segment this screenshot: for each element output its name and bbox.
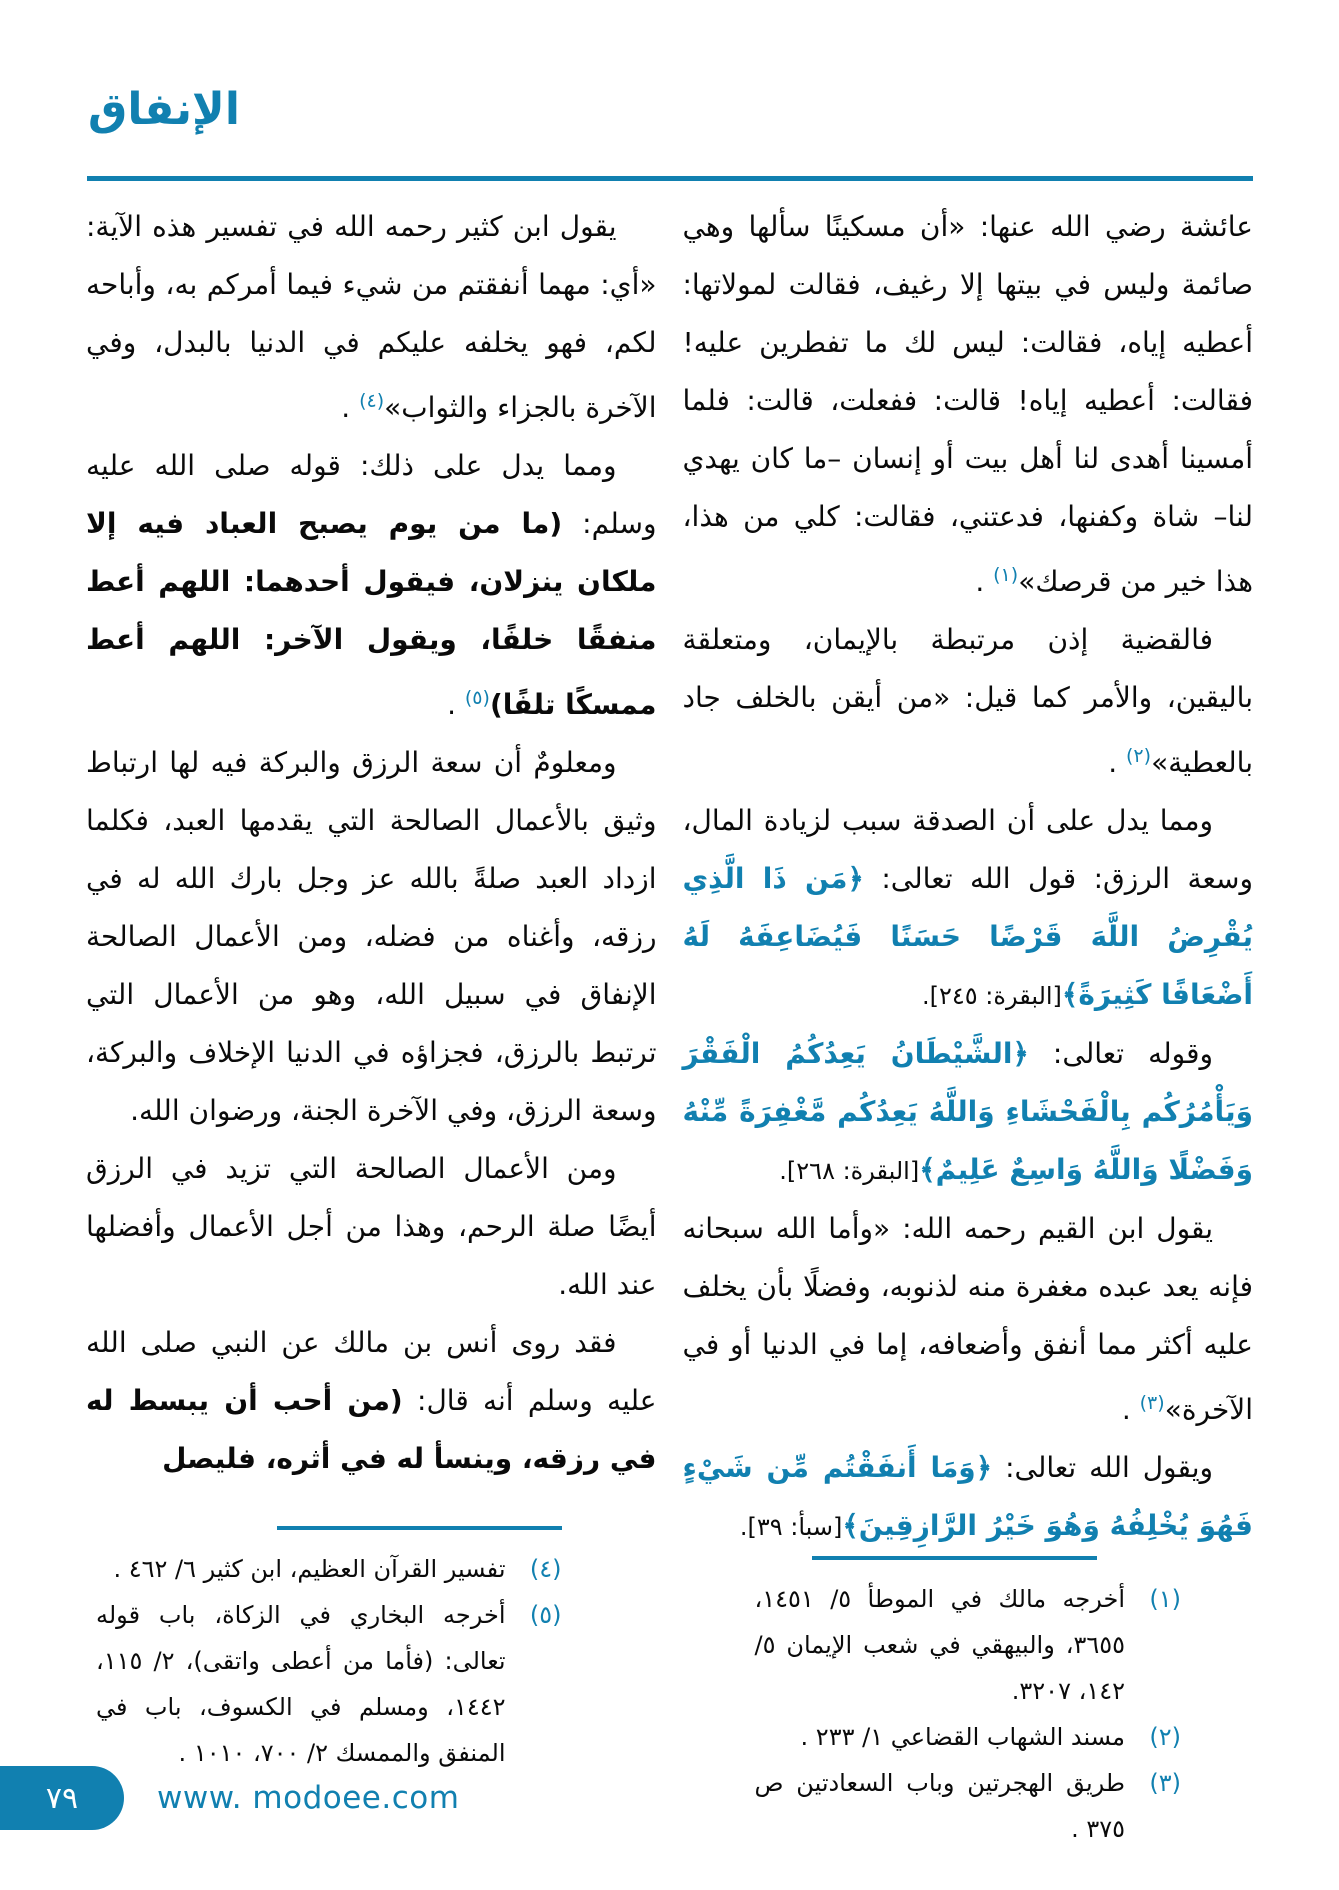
text-run: ومن الأعمال الصالحة التي تزيد في الرزق أيضًا صلة الرحم، وهذا من أجل الأعمال وأفضلها عند الله. (86, 1152, 657, 1301)
footnote (755, 1760, 1182, 1852)
text-run: فقد روى أنس بن مالك عن النبي صلى الله عليه وسلم أنه قال: (86, 1326, 657, 1417)
footnote-text: أخرجه مالك في الموطأ ٥/ ١٤٥١، ٣٦٥٥، والبيهقي في شعب الإيمان ٥/ ١٤٢، ٣٢٠٧. (754, 1585, 1125, 1705)
paragraph (86, 1140, 657, 1314)
hadith-bold-run: (من أحب أن يبسط له في رزقه، وينسأ له في أثره، فليصل (86, 1384, 657, 1475)
text-run: . (1108, 746, 1126, 779)
text-run: عائشة رضي الله عنها: «أن مسكينًا سألها وهي صائمة وليس في بيتها إلا رغيف، فقالت لمولاتها: أعطيه إياه، فقالت: ليس لك ما تفطرين عليه! فقالت: أعطيه إياه! قالت: ففعلت، قالت: فلما أمسينا أهدى لنا أهل بيت أو إنسان –ما كان يهدي لنا– شاة وكفنها، فدعتني، فقالت: كلي من هذا، هذا خير من قرصك» (682, 210, 1253, 598)
footnote-number: (١) (1149, 1585, 1181, 1613)
footnote-number: (٣) (1149, 1769, 1181, 1797)
footnote-list (755, 1576, 1182, 1852)
quran-verse: ﴿الشَّيْطَانُ يَعِدُكُمُ الْفَقْرَ وَيَأْمُرُكُم بِالْفَحْشَاءِ وَاللَّهُ يَعِدُكُم مَّغْفِرَةً مِّنْهُ وَفَضْلًا وَاللَّهُ وَاسِعٌ عَلِيمٌ﴾ (682, 1037, 1253, 1186)
page-number: ٧٩ (45, 1780, 79, 1816)
footnote-text: طريق الهجرتين وباب السعادتين ص ٣٧٥ . (754, 1769, 1125, 1843)
paragraph (683, 611, 1254, 792)
quran-verse: ﴿مَن ذَا الَّذِي يُقْرِضُ اللَّهَ قَرْضًا حَسَنًا فَيُضَاعِفَهُ لَهُ أَضْعَافًا كَثِيرَةً﴾ (682, 862, 1253, 1011)
footnote (96, 1546, 562, 1592)
footnote-text: مسند الشهاب القضاعي ١/ ٢٣٣ . (800, 1723, 1125, 1751)
column-left-body (86, 198, 657, 1488)
text-run: ومما يدل على أن الصدقة سبب لزيادة المال، وسعة الرزق: قول الله تعالى: (682, 804, 1253, 895)
paragraph (683, 1200, 1254, 1439)
column-left-footnotes (96, 1526, 562, 1776)
column-right-footnotes (755, 1556, 1182, 1852)
footnote-text: أخرجه البخاري في الزكاة، باب قوله تعالى: (فأما من أعطى واتقى)، ٢/ ١١٥، ١٤٤٢، ومسلم في الكسوف، باب في المنفق والممسك ٢/ ٧٠٠، ١٠١٠ . (96, 1601, 506, 1767)
paragraph (86, 1314, 657, 1488)
footnote-ref: (٣) (1139, 1392, 1165, 1414)
text-run: ومما يدل على ذلك: قوله صلى الله عليه وسلم: (86, 449, 657, 540)
footnote-separator (812, 1556, 1097, 1560)
paragraph (683, 792, 1254, 1025)
footnote-ref: (١) (993, 564, 1019, 586)
footnote-ref: (٤) (359, 390, 385, 412)
text-run: ومعلومٌ أن سعة الرزق والبركة فيه لها ارتباط وثيق بالأعمال الصالحة التي يقدمها العبد، فكلما ازداد العبد صلةً بالله عز وجل بارك الله له في رزقه، وأغناه من فضله، ومن الأعمال الصالحة الإنفاق في سبيل الله، وهو من الأعمال التي ترتبط بالرزق، فجزاؤه في الدنيا الإخلاف والبركة، وسعة الرزق، وفي الآخرة الجنة، ورضوان الله. (86, 746, 657, 1127)
text-run: . (1121, 1393, 1140, 1426)
page-number-badge (0, 1766, 124, 1830)
page-title: الإنفاق (88, 84, 240, 135)
footnote-number: (٥) (529, 1601, 562, 1629)
paragraph (86, 437, 657, 734)
verse-citation: [البقرة: ٢٦٨]. (779, 1157, 920, 1185)
text-run: . (447, 688, 465, 721)
verse-citation: [البقرة: ٢٤٥]. (921, 982, 1062, 1010)
hadith-bold-run: (ما من يوم يصبح العباد فيه إلا ملكان ينزلان، فيقول أحدهما: اللهم أعط منفقًا خلفًا، ويقول الآخر: اللهم أعط ممسكًا تلفًا) (86, 507, 657, 721)
text-run: ويقول الله تعالى: (992, 1451, 1214, 1484)
footnote-ref: (٢) (1126, 745, 1152, 767)
paragraph (683, 1439, 1254, 1556)
footnote (755, 1714, 1182, 1760)
verse-citation: [سبأ: ٣٩]. (739, 1513, 843, 1541)
column-right (682, 198, 1254, 1843)
footnote-number: (٤) (529, 1555, 562, 1583)
footnote-text: تفسير القرآن العظيم، ابن كثير ٦/ ٤٦٢ . (113, 1555, 506, 1583)
paragraph (86, 198, 657, 437)
text-run: . (341, 391, 360, 424)
quran-verse: ﴿وَمَا أَنفَقْتُم مِّن شَيْءٍ فَهُوَ يُخْلِفُهُ وَهُوَ خَيْرُ الرَّازِقِينَ﴾ (682, 1451, 1253, 1542)
footnote (96, 1592, 562, 1776)
column-right-body (683, 198, 1254, 1556)
text-run: يقول ابن القيم رحمه الله: «وأما الله سبحانه فإنه يعد عبده مغفرة منه لذنوبه، وفضلًا بأن يخلف عليه أكثر مما أنفق وأضعافه، إما في الدنيا أو في الآخرة» (682, 1212, 1253, 1426)
footnote-number: (٢) (1149, 1723, 1181, 1751)
text-run: يقول ابن كثير رحمه الله في تفسير هذه الآية: «أي: مهما أنفقتم من شيء فيما أمركم به، وأباحه لكم، فهو يخلفه عليكم في الدنيا بالبدل، وفي الآخرة بالجزاء والثواب» (86, 210, 657, 424)
text-run: وقوله تعالى: (1028, 1037, 1213, 1070)
footnote-separator (277, 1526, 562, 1530)
text-run: فالقضية إذن مرتبطة بالإيمان، ومتعلقة باليقين، والأمر كما قيل: «من أيقن بالخلف جاد بالعطية» (682, 623, 1253, 779)
text-run: . (975, 565, 994, 598)
footnote-list (96, 1546, 562, 1776)
paragraph (683, 198, 1254, 611)
website-link[interactable]: www. modoee.com (157, 1780, 460, 1816)
header-rule (87, 176, 1253, 181)
paragraph (683, 1025, 1254, 1200)
footnote-ref: (٥) (464, 687, 490, 709)
paragraph (86, 734, 657, 1140)
footnote (755, 1576, 1182, 1714)
column-left (86, 198, 657, 1776)
